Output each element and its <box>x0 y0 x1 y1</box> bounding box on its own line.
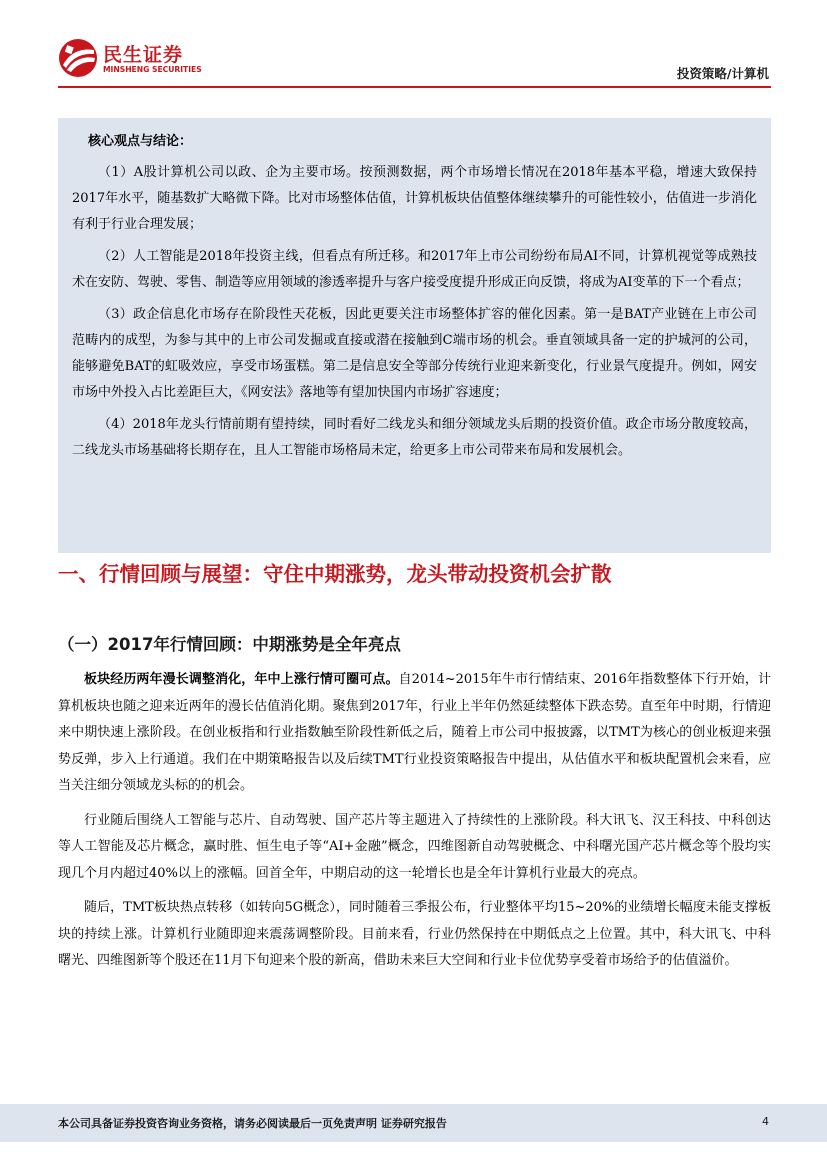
report-category: 投资策略/计算机 <box>676 66 769 81</box>
subsection-heading: （一）2017年行情回顾：中期涨势是全年亮点 <box>58 635 401 654</box>
minsheng-logo-icon <box>58 38 98 78</box>
key-point-2: （2）人工智能是2018年投资主线，但看点有所迁移。和2017年上市公司纷纷布局AI不同，计算机视觉等成熟技术在安防、驾驶、零售、制造等应用领域的渗透率提升与客户接受度提升形成正向反馈，将成为AI变革的下一个看点； <box>72 249 757 290</box>
body-text <box>58 667 771 983</box>
body-paragraph-2: 行业随后围绕人工智能与芯片、自动驾驶、国产芯片等主题进入了持续性的上涨阶段。科大讯飞、汉王科技、中科创达等人工智能及芯片概念，赢时胜、恒生电子等“AI+金融”概念，四维图新自动驾驶概念、中科曙光国产芯片概念等个股均实现几个月内超过40%以上的涨幅。回首全年，中期启动的这一轮增长也是全年计算机行业最大的亮点。 <box>58 812 771 881</box>
page-footer <box>0 1104 827 1142</box>
key-point-1: （1）A股计算机公司以政、企为主要市场。按预测数据，两个市场增长情况在2018年基本平稳，增速大致保持2017年水平，随基数扩大略微下降。比对市场整体估值，计算机板块估值整体继续攀升的可能性较小，估值进一步消化有利于行业合理发展； <box>72 165 757 232</box>
footer-disclaimer: 本公司具备证券投资咨询业务资格，请务必阅读最后一页免责声明 证券研究报告 <box>58 1117 447 1130</box>
body-paragraph-1 <box>58 667 771 800</box>
page-number: 4 <box>762 1115 769 1128</box>
key-point-4: （4）2018年龙头行情前期有望持续，同时看好二线龙头和细分领域龙头后期的投资价值。政企市场分散度较高，二线龙头市场基础将长期存在，且人工智能市场格局未定，给更多上市公司带来布局和发展机会。 <box>72 417 757 458</box>
key-points-title: 核心观点与结论： <box>88 134 193 149</box>
company-logo <box>58 38 208 78</box>
header-divider <box>58 86 771 88</box>
paragraph-text: 自2014~2015年牛市行情结束、2016年指数整体下行开始，计算机板块也随之迎来近两年的漫长估值消化期。聚焦到2017年，行业上半年仍然延续整体下跌态势。直至年中时期，行情迎来中期快速上涨阶段。在创业板指和行业指数触至阶段性新低之后，随着上市公司中报披露，以TMT为核心的创业板迎来强势反弹，步入上行通道。我们在中期策略报告以及后续TMT行业投资策略报告中提出，从估值水平和板块配置机会来看，应当关注细分领域龙头标的的机会。 <box>58 672 771 793</box>
key-point-3: （3）政企信息化市场存在阶段性天花板，因此更要关注市场整体扩容的催化因素。第一是BAT产业链在上市公司范畴内的成型，为参与其中的上市公司发掘或直接或潜在接触到C端市场的机会。垂直领域具备一定的护城河的公司，能够避免BAT的虹吸效应，享受市场蛋糕。第二是信息安全等部分传统行业迎来新变化，行业景气度提升。例如，网安市场中外投入占比差距巨大，《网安法》落地等有望加快国内市场扩容速度； <box>72 307 757 400</box>
paragraph-lead: 板块经历两年漫长调整消化，年中上涨行情可圈可点。 <box>84 672 399 687</box>
key-points-box <box>58 118 771 553</box>
body-paragraph-3: 随后，TMT板块热点转移（如转向5G概念），同时随着三季报公布，行业整体平均15~20%的业绩增长幅度未能支撑板块的持续上涨。计算机行业随即迎来震荡调整阶段。目前来看，行业仍然保持在中期低点之上位置。其中，科大讯飞、中科曙光、四维图新等个股还在11月下旬迎来个股的新高，借助未来巨大空间和行业卡位优势享受着市场给予的估值溢价。 <box>58 900 771 968</box>
logo-english-text: MINSHENG SECURITIES <box>103 65 202 74</box>
section-heading: 一、行情回顾与展望：守住中期涨势，龙头带动投资机会扩散 <box>58 562 612 586</box>
logo-chinese-text: 民生证券 <box>103 44 184 66</box>
page-header <box>0 0 827 90</box>
